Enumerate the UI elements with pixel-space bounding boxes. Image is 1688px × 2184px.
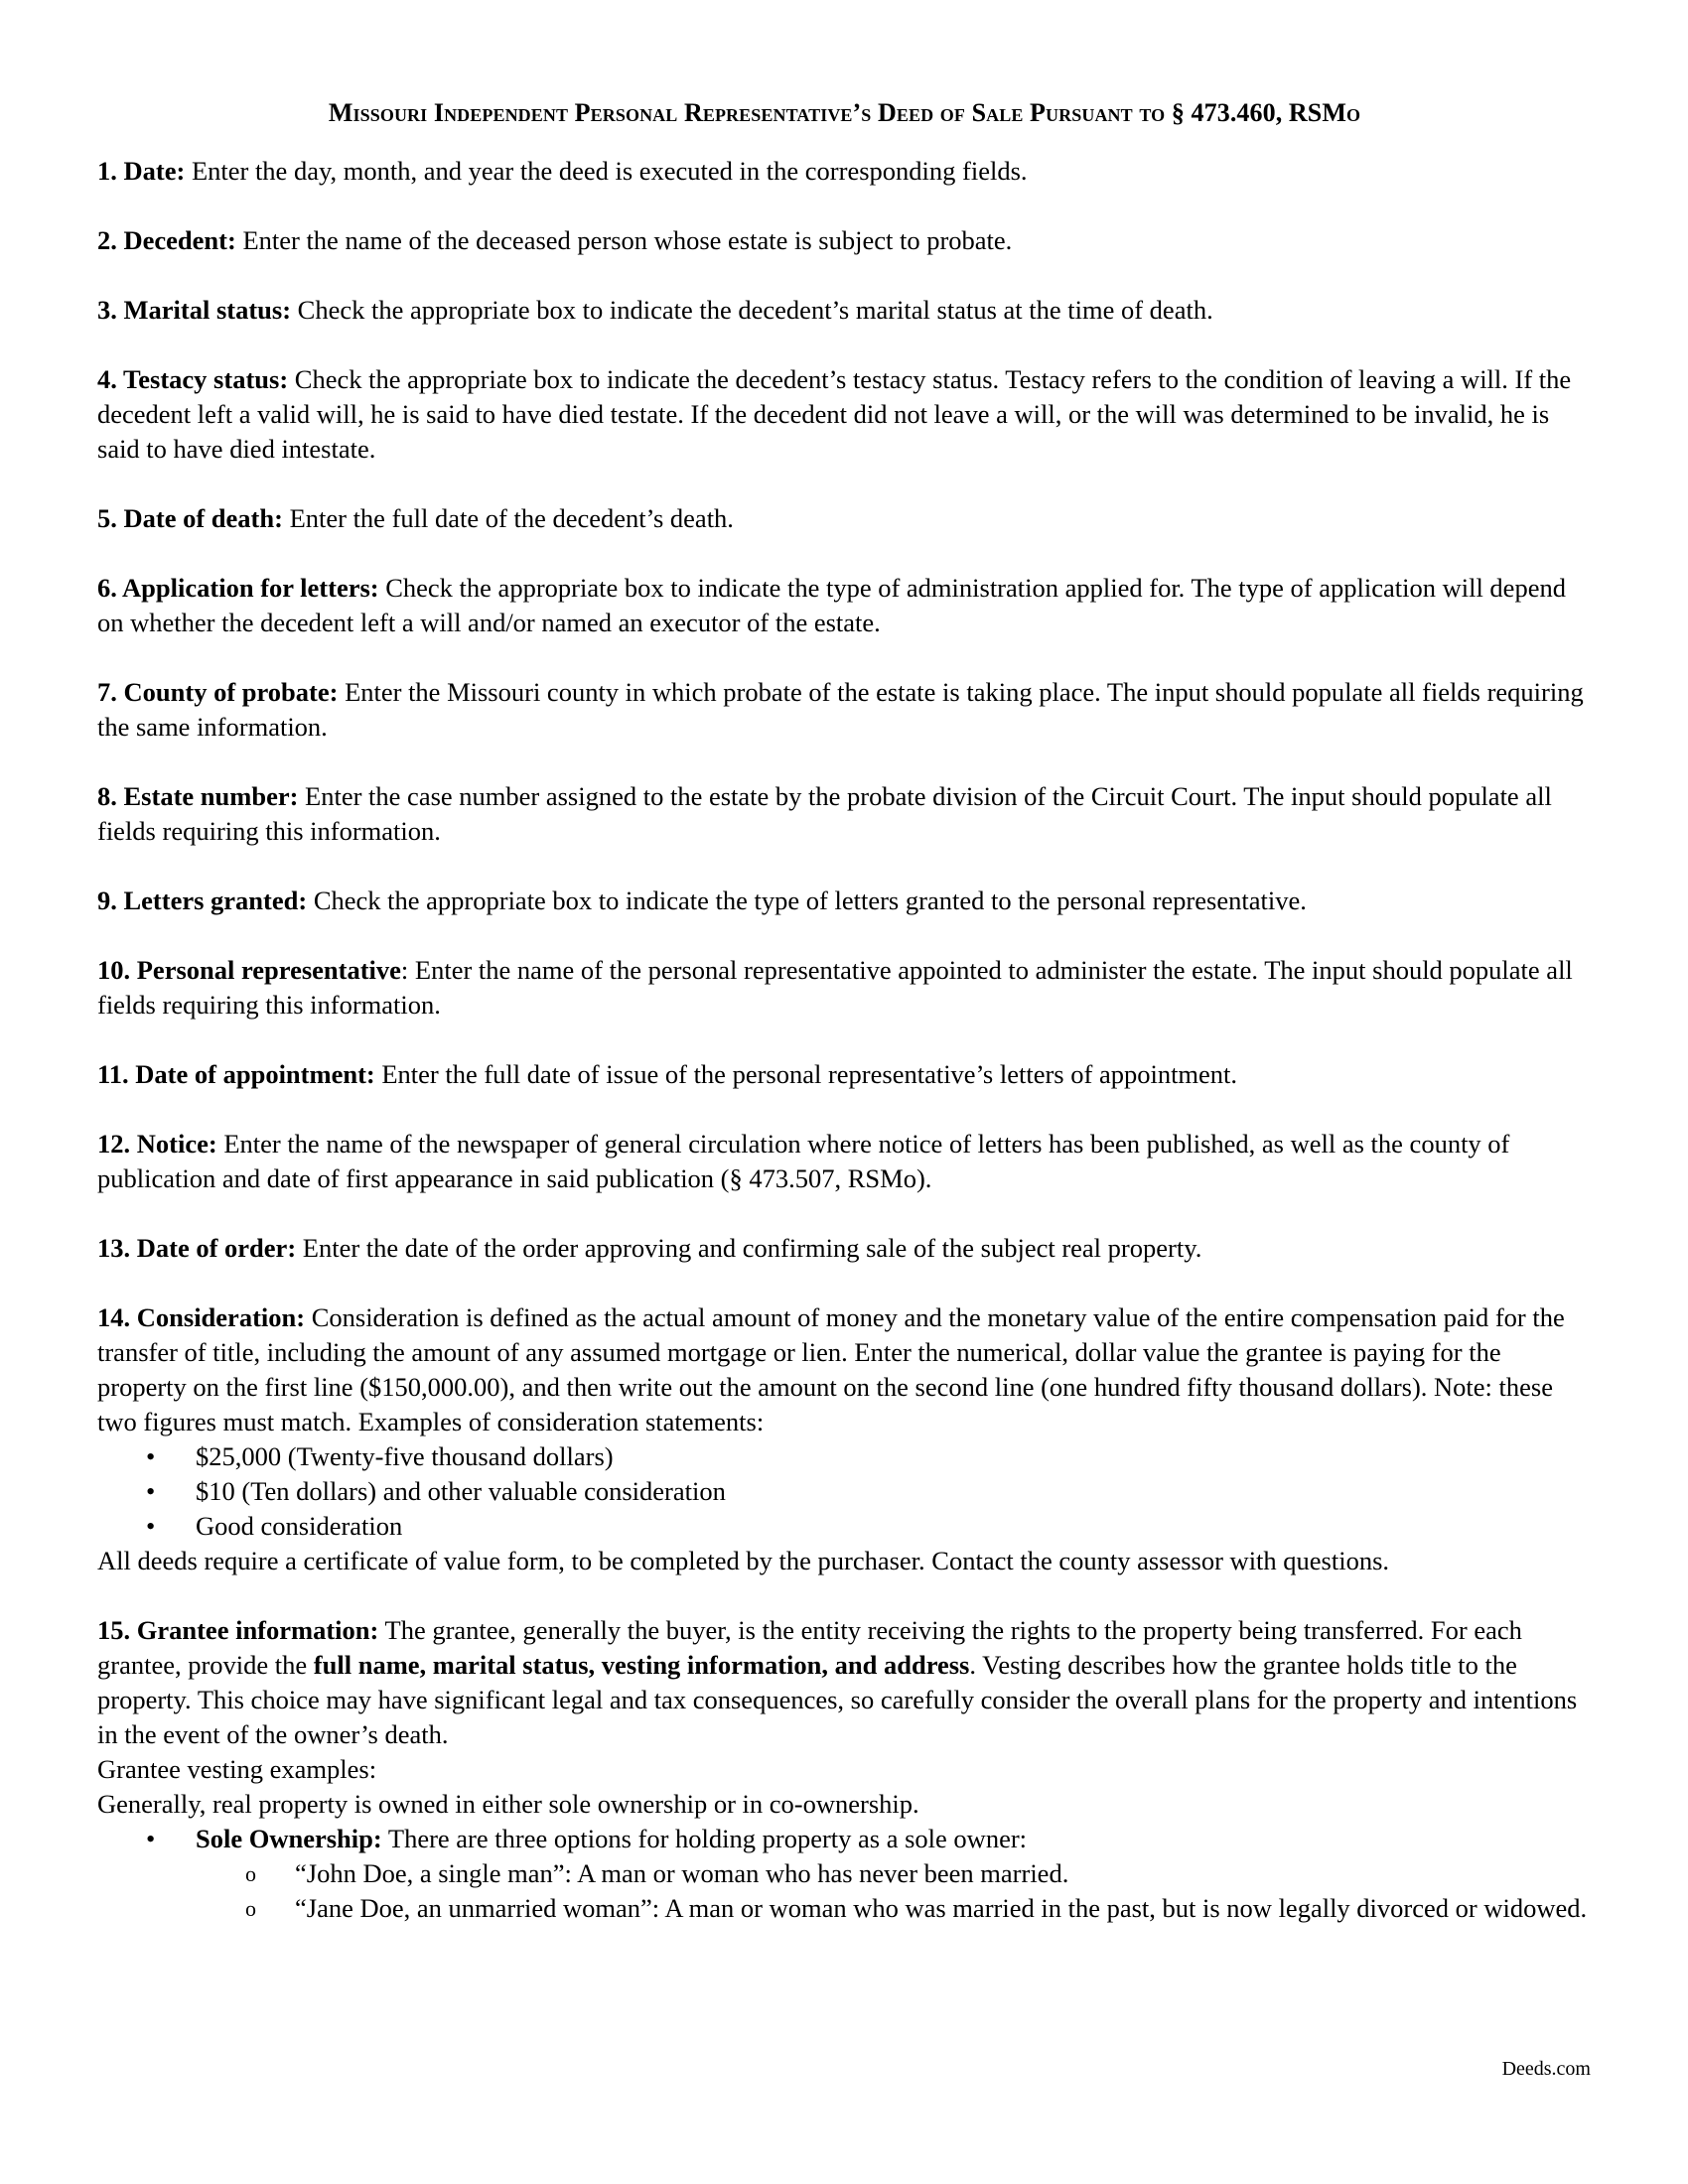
section-text: Enter the full date of the decedent’s death. bbox=[282, 503, 734, 533]
sole-ownership-text: There are three options for holding property as a sole owner: bbox=[381, 1824, 1028, 1853]
section-4 bbox=[97, 362, 1592, 467]
certificate-note: All deeds require a certificate of value form, to be completed by the purchaser. Contact the county assessor with questions. bbox=[97, 1546, 1390, 1575]
section-text: Consideration is defined as the actual amount of money and the monetary value of the entire compensation paid for the transfer of title, including the amount of any assumed mortgage or lien. Enter the numerical, dollar value the grantee is paying for the property on the first line ($150,000.00), and then write out the amount on the second line (one hundred fifty thousand dollars). Note: these two figures must match. Examples of consideration statements: bbox=[97, 1302, 1565, 1436]
section-label: 2. Decedent: bbox=[97, 225, 236, 255]
document-page bbox=[97, 95, 1592, 1961]
section-label: 11. Date of appointment: bbox=[97, 1059, 375, 1089]
section-text: Enter the name of the newspaper of general circulation where notice of letters has been published, as well as the county of publication and date of first appearance in said publication (§ 473.507, RSMo). bbox=[97, 1129, 1510, 1193]
section-text: Enter the full date of issue of the personal representative’s letters of appointment. bbox=[374, 1059, 1238, 1089]
section-11 bbox=[97, 1057, 1592, 1092]
section-8 bbox=[97, 779, 1592, 849]
section-14-body bbox=[97, 1300, 1592, 1439]
section-text: Enter the date of the order approving and confirming sale of the subject real property. bbox=[296, 1233, 1202, 1263]
section-label: 5. Date of death: bbox=[97, 503, 283, 533]
list-item: o “Jane Doe, an unmarried woman”: A man or woman who was married in the past, but is now legally divorced or widowed. bbox=[245, 1891, 1592, 1926]
section-label: 10. Personal representative bbox=[97, 955, 401, 985]
section-1 bbox=[97, 154, 1592, 189]
section-text: . Vesting describes how the grantee holds title to the property. This choice may have significant legal and tax consequences, so carefully consider the overall plans for the property and intentions in the event of the owner’s death. bbox=[97, 1650, 1578, 1749]
section-12 bbox=[97, 1127, 1592, 1196]
list-item bbox=[146, 1822, 1592, 1926]
section-label: 9. Letters granted: bbox=[97, 886, 308, 915]
section-text: Enter the Missouri county in which probate of the estate is taking place. The input should populate all fields requiring the same information. bbox=[97, 677, 1584, 742]
section-label: 1. Date: bbox=[97, 156, 186, 186]
section-text: The grantee, generally the buyer, is the entity receiving the rights to the property being transferred. For each grantee, provide the bbox=[97, 1615, 1522, 1680]
list-item: • Good consideration bbox=[146, 1509, 1592, 1544]
ownership-intro: Generally, real property is owned in either sole ownership or in co-ownership. bbox=[97, 1789, 919, 1819]
section-text: Check the appropriate box to indicate the decedent’s marital status at the time of death. bbox=[291, 295, 1213, 325]
section-10 bbox=[97, 953, 1592, 1023]
sole-ownership-label: Sole Ownership: bbox=[196, 1824, 382, 1853]
section-15-body bbox=[97, 1613, 1592, 1752]
list-item: • $10 (Ten dollars) and other valuable consideration bbox=[146, 1474, 1592, 1509]
section-13 bbox=[97, 1231, 1592, 1266]
section-label: 8. Estate number: bbox=[97, 781, 299, 811]
section-text: Check the appropriate box to indicate the decedent’s testacy status. Testacy refers to the condition of leaving a will. If the decedent left a valid will, he is said to have died testate. If the decedent did not leave a will, or the will was determined to be invalid, he is said to have died intestate. bbox=[97, 364, 1572, 464]
section-text: Enter the name of the deceased person whose estate is subject to probate. bbox=[235, 225, 1013, 255]
list-item: • $25,000 (Twenty-five thousand dollars) bbox=[146, 1439, 1592, 1474]
section-label: 15. Grantee information: bbox=[97, 1615, 379, 1645]
section-text: : Enter the name of the personal representative appointed to administer the estate. The input should populate all fields requiring this information. bbox=[97, 955, 1573, 1020]
section-3 bbox=[97, 293, 1592, 328]
list-item: o “John Doe, a single man”: A man or woman who has never been married. bbox=[245, 1856, 1592, 1891]
section-text: Check the appropriate box to indicate the type of administration applied for. The type of application will depend on whether the decedent left a will and/or named an executor of the estate. bbox=[97, 573, 1566, 637]
section-15 bbox=[97, 1613, 1592, 1926]
section-text: Check the appropriate box to indicate the type of letters granted to the personal representative. bbox=[307, 886, 1307, 915]
section-text: Enter the case number assigned to the estate by the probate division of the Circuit Court. The input should populate all fields requiring this information. bbox=[97, 781, 1552, 846]
section-2 bbox=[97, 223, 1592, 258]
section-label: 13. Date of order: bbox=[97, 1233, 297, 1263]
footer-brand: Deeds.com bbox=[1501, 2058, 1591, 2080]
section-label: 4. Testacy status: bbox=[97, 364, 289, 394]
ownership-list bbox=[97, 1822, 1592, 1926]
document-title: Missouri Independent Personal Representative’s Deed of Sale Pursuant to § 473.460, RSMo bbox=[328, 98, 1361, 127]
section-text-bold: full name, marital status, vesting information, and address bbox=[313, 1650, 970, 1680]
section-text: Enter the day, month, and year the deed is executed in the corresponding fields. bbox=[185, 156, 1028, 186]
consideration-examples bbox=[97, 1439, 1592, 1544]
section-5 bbox=[97, 501, 1592, 536]
section-label: 12. Notice: bbox=[97, 1129, 217, 1159]
section-14 bbox=[97, 1300, 1592, 1578]
section-7 bbox=[97, 675, 1592, 745]
section-label: 14. Consideration: bbox=[97, 1302, 306, 1332]
section-6 bbox=[97, 571, 1592, 640]
section-9 bbox=[97, 884, 1592, 918]
sole-ownership-options bbox=[196, 1856, 1592, 1926]
section-label: 3. Marital status: bbox=[97, 295, 292, 325]
section-label: 7. County of probate: bbox=[97, 677, 339, 707]
vesting-heading: Grantee vesting examples: bbox=[97, 1754, 377, 1784]
section-label: 6. Application for letters: bbox=[97, 573, 379, 603]
